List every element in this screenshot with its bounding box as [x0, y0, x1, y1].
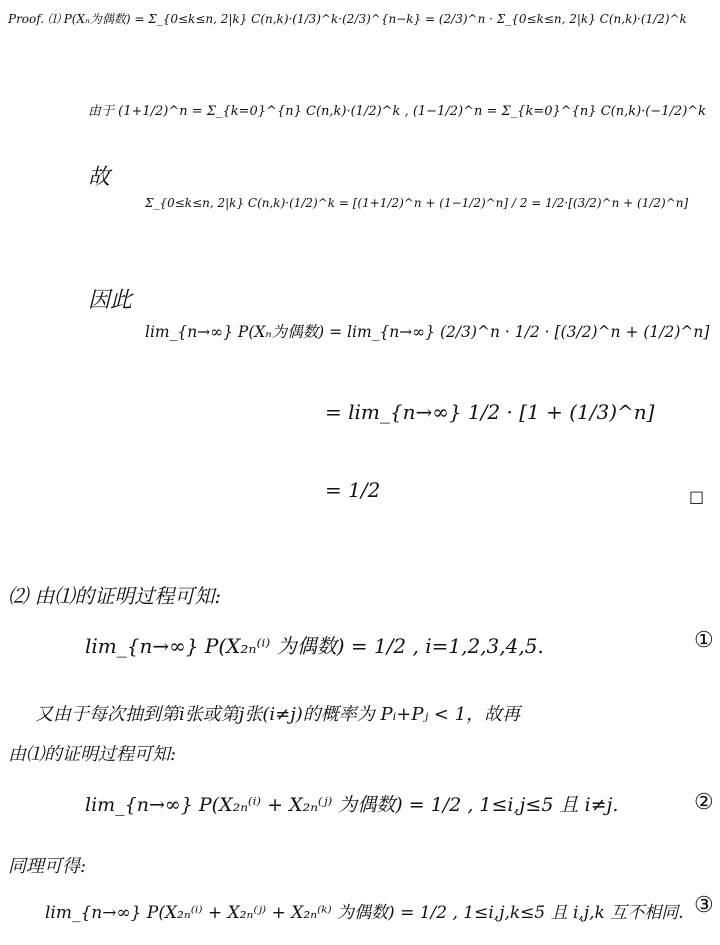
proof-line-3: Σ_{0≤k≤n, 2|k} C(n,k)·(1/2)^k = [(1+1/2)^n + (1−1/2)^n] / 2 = 1/2·[(3/2)^n + (1/2)^n] [145, 196, 689, 210]
proof-line-1: Proof. ⑴ P(Xₙ为偶数) = Σ_{0≤k≤n, 2|k} C(n,k)·(1/3)^k·(2/3)^{n−k} = (2/3)^n · Σ_{0≤k≤n, 2|k} C(n,k)·(1/2)^k [8, 12, 687, 26]
proof-line-2: 由于 (1+1/2)^n = Σ_{k=0}^{n} C(n,k)·(1/2)^k , (1−1/2)^n = Σ_{k=0}^{n} C(n,k)·(−1/2)^k [88, 104, 707, 119]
proof-line-6: = 1/2 [325, 478, 381, 502]
part2-heading: ⑵ 由⑴的证明过程可知: [8, 584, 222, 608]
part2-text-3: 同理可得: [8, 856, 87, 877]
qed-box-icon: □ [689, 487, 705, 506]
part2-text-2: 由⑴的证明过程可知: [8, 744, 177, 765]
part2-text-1: 又由于每次抽到第i张或第j张(i≠j)的概率为 Pᵢ+Pⱼ < 1，故再 [35, 704, 521, 725]
equation-2-marker: ② [694, 790, 714, 815]
proof-label-therefore: 故 [88, 165, 111, 190]
equation-1-marker: ① [694, 628, 714, 653]
part2-equation-2: lim_{n→∞} P(X₂ₙ⁽ⁱ⁾ + X₂ₙ⁽ʲ⁾ 为偶数) = 1/2 , 1≤i,j≤5 且 i≠j. [85, 794, 619, 816]
proof-label-hence: 因此 [88, 288, 133, 313]
part2-equation-1: lim_{n→∞} P(X₂ₙ⁽ⁱ⁾ 为偶数) = 1/2 , i=1,2,3,4,5. [85, 634, 544, 658]
equation-3-marker: ③ [694, 893, 714, 918]
proof-line-5: = lim_{n→∞} 1/2 · [1 + (1/3)^n] [325, 400, 655, 424]
proof-line-4: lim_{n→∞} P(Xₙ为偶数) = lim_{n→∞} (2/3)^n · 1/2 · [(3/2)^n + (1/2)^n] [145, 323, 710, 341]
part2-equation-3: lim_{n→∞} P(X₂ₙ⁽ⁱ⁾ + X₂ₙ⁽ʲ⁾ + X₂ₙ⁽ᵏ⁾ 为偶数) = 1/2 , 1≤i,j,k≤5 且 i,j,k 互不相同. [45, 903, 684, 923]
